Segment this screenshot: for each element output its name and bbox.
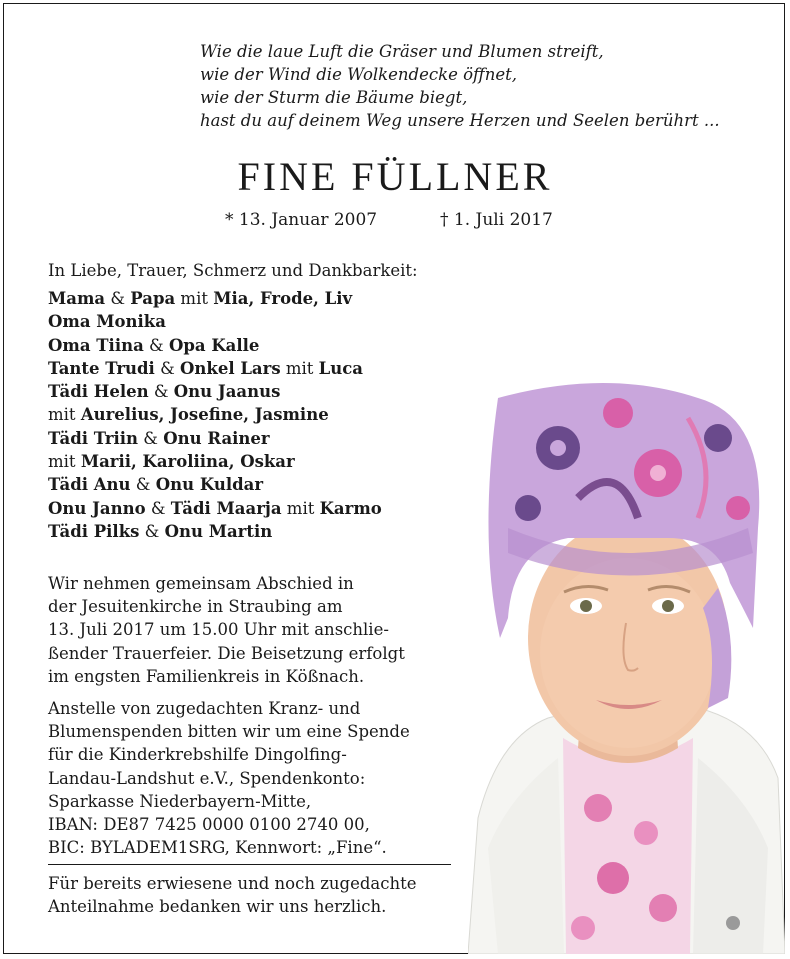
mourner-line	[48, 473, 382, 496]
mourner-name: Onu Jaanus	[173, 382, 281, 402]
mourner-name: Mia, Frode, Liv	[213, 289, 353, 308]
text-line: Landau-Landshut e.V., Spendenkonto:	[48, 768, 366, 788]
mourner-name: Mama	[48, 289, 106, 308]
mourner-line	[48, 427, 382, 450]
birth-date: * 13. Januar 2007	[225, 210, 378, 230]
text-line: 13. Juli 2017 um 15.00 Uhr mit anschlie-	[48, 620, 389, 640]
text-line: IBAN: DE87 7425 0000 0100 2740 00,	[48, 815, 370, 835]
connector-text: mit	[48, 405, 81, 425]
mourner-name: Papa	[130, 289, 176, 308]
text-line: für die Kinderkrebshilfe Dingolfing-	[48, 745, 347, 765]
connector-text: &	[143, 335, 169, 355]
mourner-name: Tädi Anu	[48, 475, 131, 495]
mourner-name: Oma Monika	[48, 312, 166, 332]
mourner-name: Onu Kuldar	[155, 475, 264, 495]
divider	[48, 864, 451, 865]
mourner-line	[48, 357, 382, 380]
text-line: im engsten Familienkreis in Kößnach.	[48, 666, 365, 686]
donation-paragraph	[48, 697, 410, 859]
mourner-name: Luca	[318, 358, 363, 378]
poem-line: Wie die laue Luft die Gräser und Blumen streift,	[200, 42, 604, 61]
text-line: der Jesuitenkirche in Straubing am	[48, 597, 343, 617]
text-line: ßender Trauerfeier. Die Beisetzung erfolgt	[48, 643, 405, 663]
mourner-name: Tädi Maarja	[170, 498, 282, 518]
mourner-name: Onu Rainer	[163, 428, 270, 448]
farewell-paragraph	[48, 572, 405, 688]
connector-text: mit	[281, 498, 320, 518]
portrait-photo	[468, 378, 785, 954]
mourner-name: Tädi Triin	[48, 428, 139, 448]
text-line: Anteilnahme bedanken wir uns herzlich.	[48, 897, 387, 917]
mourner-name: Tädi Helen	[48, 382, 149, 402]
poem-line: hast du auf deinem Weg unsere Herzen und Seelen berührt ...	[200, 111, 720, 130]
mourner-line	[48, 520, 382, 543]
text-line: Für bereits erwiesene und noch zugedachte	[48, 874, 417, 893]
mourner-name: Aurelius, Josefine, Jasmine	[80, 405, 329, 425]
mourner-name: Tante Trudi	[48, 358, 155, 378]
text-line: BIC: BYLADEM1SRG, Kennwort: „Fine“.	[48, 838, 387, 858]
mourner-line	[48, 450, 382, 473]
poem	[200, 40, 720, 132]
mourners-list	[48, 287, 382, 543]
connector-text: &	[130, 475, 156, 495]
connector-text: &	[139, 521, 165, 541]
text-line: Sparkasse Niederbayern-Mitte,	[48, 791, 312, 811]
mourner-line	[48, 287, 382, 310]
mourner-name: Marii, Karoliina, Oskar	[80, 452, 295, 472]
connector-text: mit	[175, 289, 214, 308]
text-line: Anstelle von zugedachten Kranz- und	[48, 699, 361, 718]
connector-text: &	[148, 382, 174, 402]
text-line: Blumenspenden bitten wir um eine Spende	[48, 722, 410, 742]
poem-line: wie der Sturm die Bäume biegt,	[200, 88, 468, 107]
mourner-line	[48, 403, 382, 426]
mourner-name: Opa Kalle	[168, 335, 260, 355]
mourner-line	[48, 497, 382, 520]
mourners-intro: In Liebe, Trauer, Schmerz und Dankbarkeit:	[48, 261, 418, 280]
mourner-name: Karmo	[319, 498, 382, 518]
connector-text: &	[145, 498, 171, 518]
connector-text: mit	[280, 358, 319, 378]
connector-text: &	[154, 358, 181, 378]
death-date: † 1. Juli 2017	[440, 210, 553, 230]
mourner-line	[48, 310, 382, 333]
text-line: Wir nehmen gemeinsam Abschied in	[48, 574, 354, 593]
connector-text: &	[138, 428, 164, 448]
mourner-name: Oma Tiina	[48, 335, 144, 355]
mourner-name: Tädi Pilks	[48, 521, 140, 541]
connector-text: &	[105, 289, 131, 308]
mourner-name: Onkel Lars	[180, 358, 281, 378]
thanks-paragraph	[48, 872, 417, 918]
mourner-name: Onu Janno	[48, 498, 146, 518]
mourner-line	[48, 380, 382, 403]
poem-line: wie der Wind die Wolkendecke öffnet,	[200, 65, 518, 84]
deceased-name: FINE FÜLLNER	[237, 154, 553, 199]
mourner-name: Onu Martin	[164, 521, 273, 541]
mourner-line	[48, 334, 382, 357]
connector-text: mit	[48, 452, 81, 472]
